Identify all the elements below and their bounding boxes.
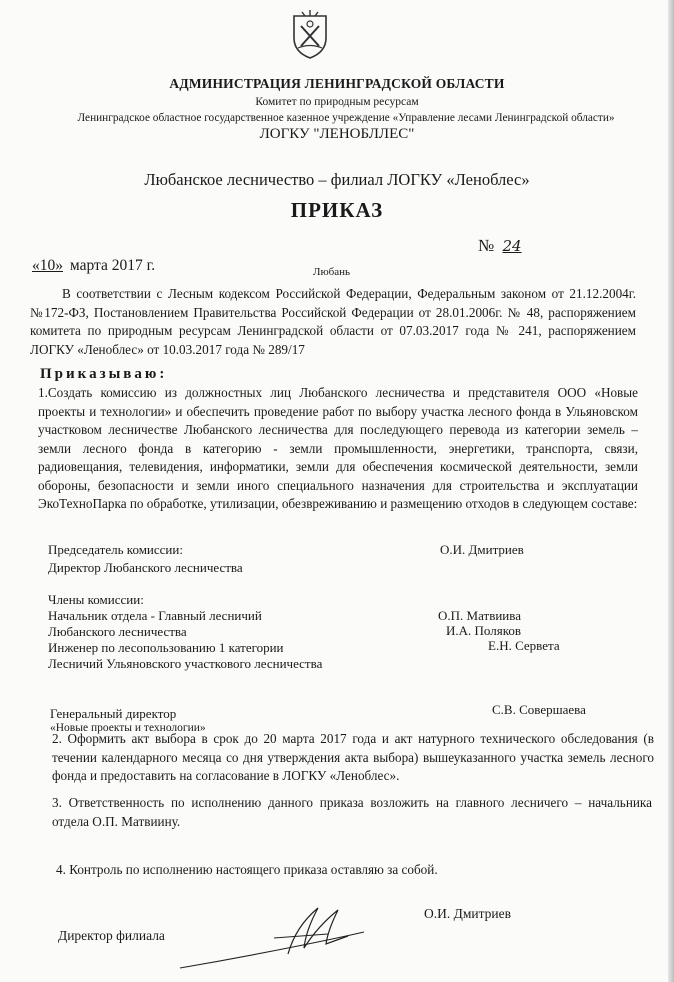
gd-name: С.В. Совершаева bbox=[492, 702, 586, 717]
gd-org: «Новые проекты и технологии» bbox=[50, 722, 206, 734]
scan-edge bbox=[668, 0, 674, 982]
order-item-1: 1.Создать комиссию из должностных лиц Любанского лесничества и представителя ООО «Новые проекты и технологии» и обеспечить проведение работ по выбору участка лесного фонда в Ульяновском участковом лесничестве Любанского лесничества для последующего перевода из категории земель – земли лесного фонда в категорию - земли промышленности, энергетики, транспорта, связи, радиовещания, телевидения, информатики, земли для обеспечения космической деятельности, земли обороны, безопасности и земли иного специального назначения для строительства и эксплуатации ЭкоТехноПарка по обработке, утилизации, обезвреживанию и размещению отходов в следующем составе: bbox=[38, 385, 638, 511]
handwritten-signature bbox=[178, 896, 368, 976]
member-3-role: Лесничий Ульяновского участкового лесничества bbox=[48, 656, 323, 671]
order-item-4: 4. Контроль по исполнению настоящего приказа оставляю за собой. bbox=[56, 862, 438, 877]
administration-title: АДМИНИСТРАЦИЯ ЛЕНИНГРАДСКОЙ ОБЛАСТИ bbox=[169, 76, 505, 91]
member-2-name: И.А. Поляков bbox=[446, 623, 522, 638]
gd-role: Генеральный директор bbox=[50, 706, 177, 721]
institution-name: Ленинградское областное государственное казенное учреждение «Управление лесами Ленинградской области» bbox=[77, 112, 615, 124]
order-number-prefix: № bbox=[478, 236, 495, 255]
order-date bbox=[32, 257, 155, 275]
member-3-name: Е.Н. Сервета bbox=[488, 638, 560, 653]
branch-name: Любанское лесничество – филиал ЛОГКУ «Леноблес» bbox=[144, 170, 530, 189]
order-date-day: «10» bbox=[32, 257, 63, 274]
coat-of-arms-icon bbox=[290, 10, 330, 60]
institution-short-name: ЛОГКУ "ЛЕНОБЛЛЕС" bbox=[259, 126, 415, 142]
preamble-paragraph: В соответствии с Лесным кодексом Российской Федерации, Федеральным законом от 21.12.2004г. №172-ФЗ, Постановлением Правительства Российской Федерации от 28.01.2006г. № 48, распоряжением комитета по природным ресурсам Ленинградской области от 07.03.2017 года № 241, распоряжением ЛОГКУ «Леноблес» от 10.03.2017 года № 289/17 bbox=[30, 286, 636, 357]
order-item-3: 3. Ответственность по исполнению данного приказа возложить на главного лесничего – начальника отдела О.П. Матвиину. bbox=[52, 795, 652, 829]
order-item-2: 2. Оформить акт выбора в срок до 20 марта 2017 года и акт натурного технического обследования (в течении календарного месяца со дня утверждения акта выбора) вышеуказанного участка земель лесного фонда и предоставить на согласование в ЛОГКУ «Леноблес». bbox=[52, 731, 654, 783]
member-2-role: Инженер по лесопользованию 1 категории bbox=[48, 640, 284, 655]
signature-role: Директор филиала bbox=[58, 928, 165, 943]
document-title: ПРИКАЗ bbox=[290, 198, 384, 222]
chair-name: О.И. Дмитриев bbox=[440, 542, 524, 557]
chair-heading: Председатель комиссии: bbox=[48, 542, 183, 557]
order-number bbox=[478, 236, 522, 256]
member-1-role: Начальник отдела - Главный лесничий bbox=[48, 608, 262, 623]
signature-name: О.И. Дмитриев bbox=[424, 906, 512, 921]
committee-name: Комитет по природным ресурсам bbox=[255, 96, 419, 108]
order-number-value: 24 bbox=[502, 237, 522, 255]
member-1-name: О.П. Матвиива bbox=[438, 608, 521, 623]
chair-role: Директор Любанского лесничества bbox=[48, 560, 243, 575]
members-heading: Члены комиссии: bbox=[48, 592, 144, 607]
order-city: Любань bbox=[313, 266, 351, 278]
order-heading: Приказываю: bbox=[40, 366, 168, 382]
order-date-rest: марта 2017 г. bbox=[69, 257, 156, 274]
member-1-role-cont: Любанского лесничества bbox=[48, 624, 187, 639]
